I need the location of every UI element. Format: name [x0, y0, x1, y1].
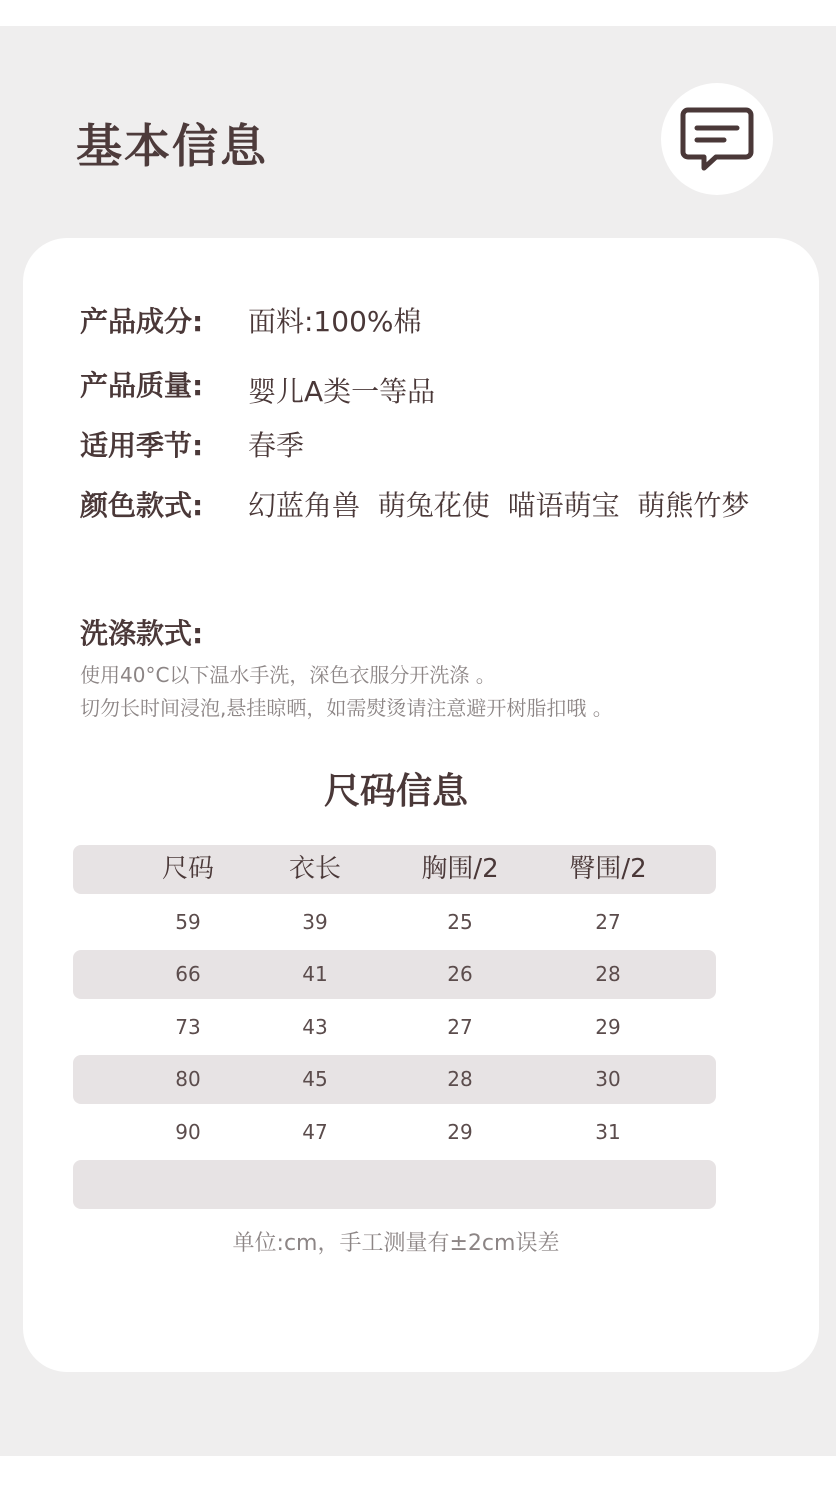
table-header-cell: 胸围/2: [421, 854, 499, 884]
table-cell: 26: [447, 962, 473, 986]
size-table: [73, 845, 716, 1213]
table-header-cell: 臀围/2: [569, 854, 647, 884]
table-cell: 45: [302, 1067, 328, 1091]
table-cell: 27: [595, 909, 621, 934]
info-row-composition: [80, 300, 421, 340]
table-cell: 73: [175, 1014, 201, 1039]
info-row-quality: [80, 364, 436, 408]
table-cell: 28: [447, 1067, 473, 1091]
table-cell: 43: [302, 1014, 328, 1039]
table-cell: 66: [175, 962, 201, 986]
info-card: [23, 238, 819, 1372]
table-row: [73, 898, 716, 947]
table-cell: 30: [595, 1067, 621, 1091]
table-cell: 47: [302, 1119, 328, 1144]
table-header-row: [73, 845, 716, 894]
info-value: 面料:100%棉: [248, 305, 422, 338]
table-row: [73, 1108, 716, 1157]
table-cell: 31: [595, 1119, 621, 1144]
wash-line: 使用40°C以下温水手洗，深色衣服分开洗涤 。: [80, 663, 496, 687]
table-row-empty: [73, 1160, 716, 1209]
wash-line: 切勿长时间浸泡,悬挂晾晒，如需熨烫请注意避开树脂扣哦 。: [80, 696, 613, 720]
table-cell: 80: [175, 1067, 201, 1091]
info-row-colors: [80, 484, 749, 524]
table-header-cell: 尺码: [161, 854, 215, 884]
info-label: 产品质量:: [80, 369, 204, 402]
info-row-season: [80, 424, 304, 464]
table-cell: 27: [447, 1014, 473, 1039]
size-footnote: 单位:cm，手工测量有±2cm误差: [232, 1231, 560, 1256]
table-row: [73, 950, 716, 999]
info-value: 幻蓝角兽 萌兔花使 喵语萌宝 萌熊竹梦: [248, 489, 750, 522]
table-cell: 25: [447, 909, 473, 934]
size-table-title: 尺码信息: [323, 771, 468, 812]
wash-title: 洗涤款式:: [80, 617, 204, 650]
info-value: 婴儿A类一等品: [248, 375, 436, 408]
info-value: 春季: [248, 429, 305, 462]
info-label: 适用季节:: [80, 429, 204, 462]
table-row: [73, 1003, 716, 1052]
page-title: 基本信息: [76, 119, 268, 173]
table-cell: 29: [595, 1014, 621, 1039]
chat-button[interactable]: [661, 83, 773, 195]
table-header-cell: 衣长: [288, 854, 342, 884]
table-cell: 90: [175, 1119, 201, 1144]
table-row: [73, 1055, 716, 1104]
table-cell: 39: [302, 909, 328, 934]
table-cell: 59: [175, 909, 201, 934]
info-label: 颜色款式:: [80, 489, 204, 522]
table-cell: 29: [447, 1119, 473, 1144]
chat-bubble-icon: [680, 106, 754, 172]
table-cell: 28: [595, 962, 621, 986]
info-label: 产品成分:: [80, 305, 204, 338]
table-cell: 41: [302, 962, 328, 986]
